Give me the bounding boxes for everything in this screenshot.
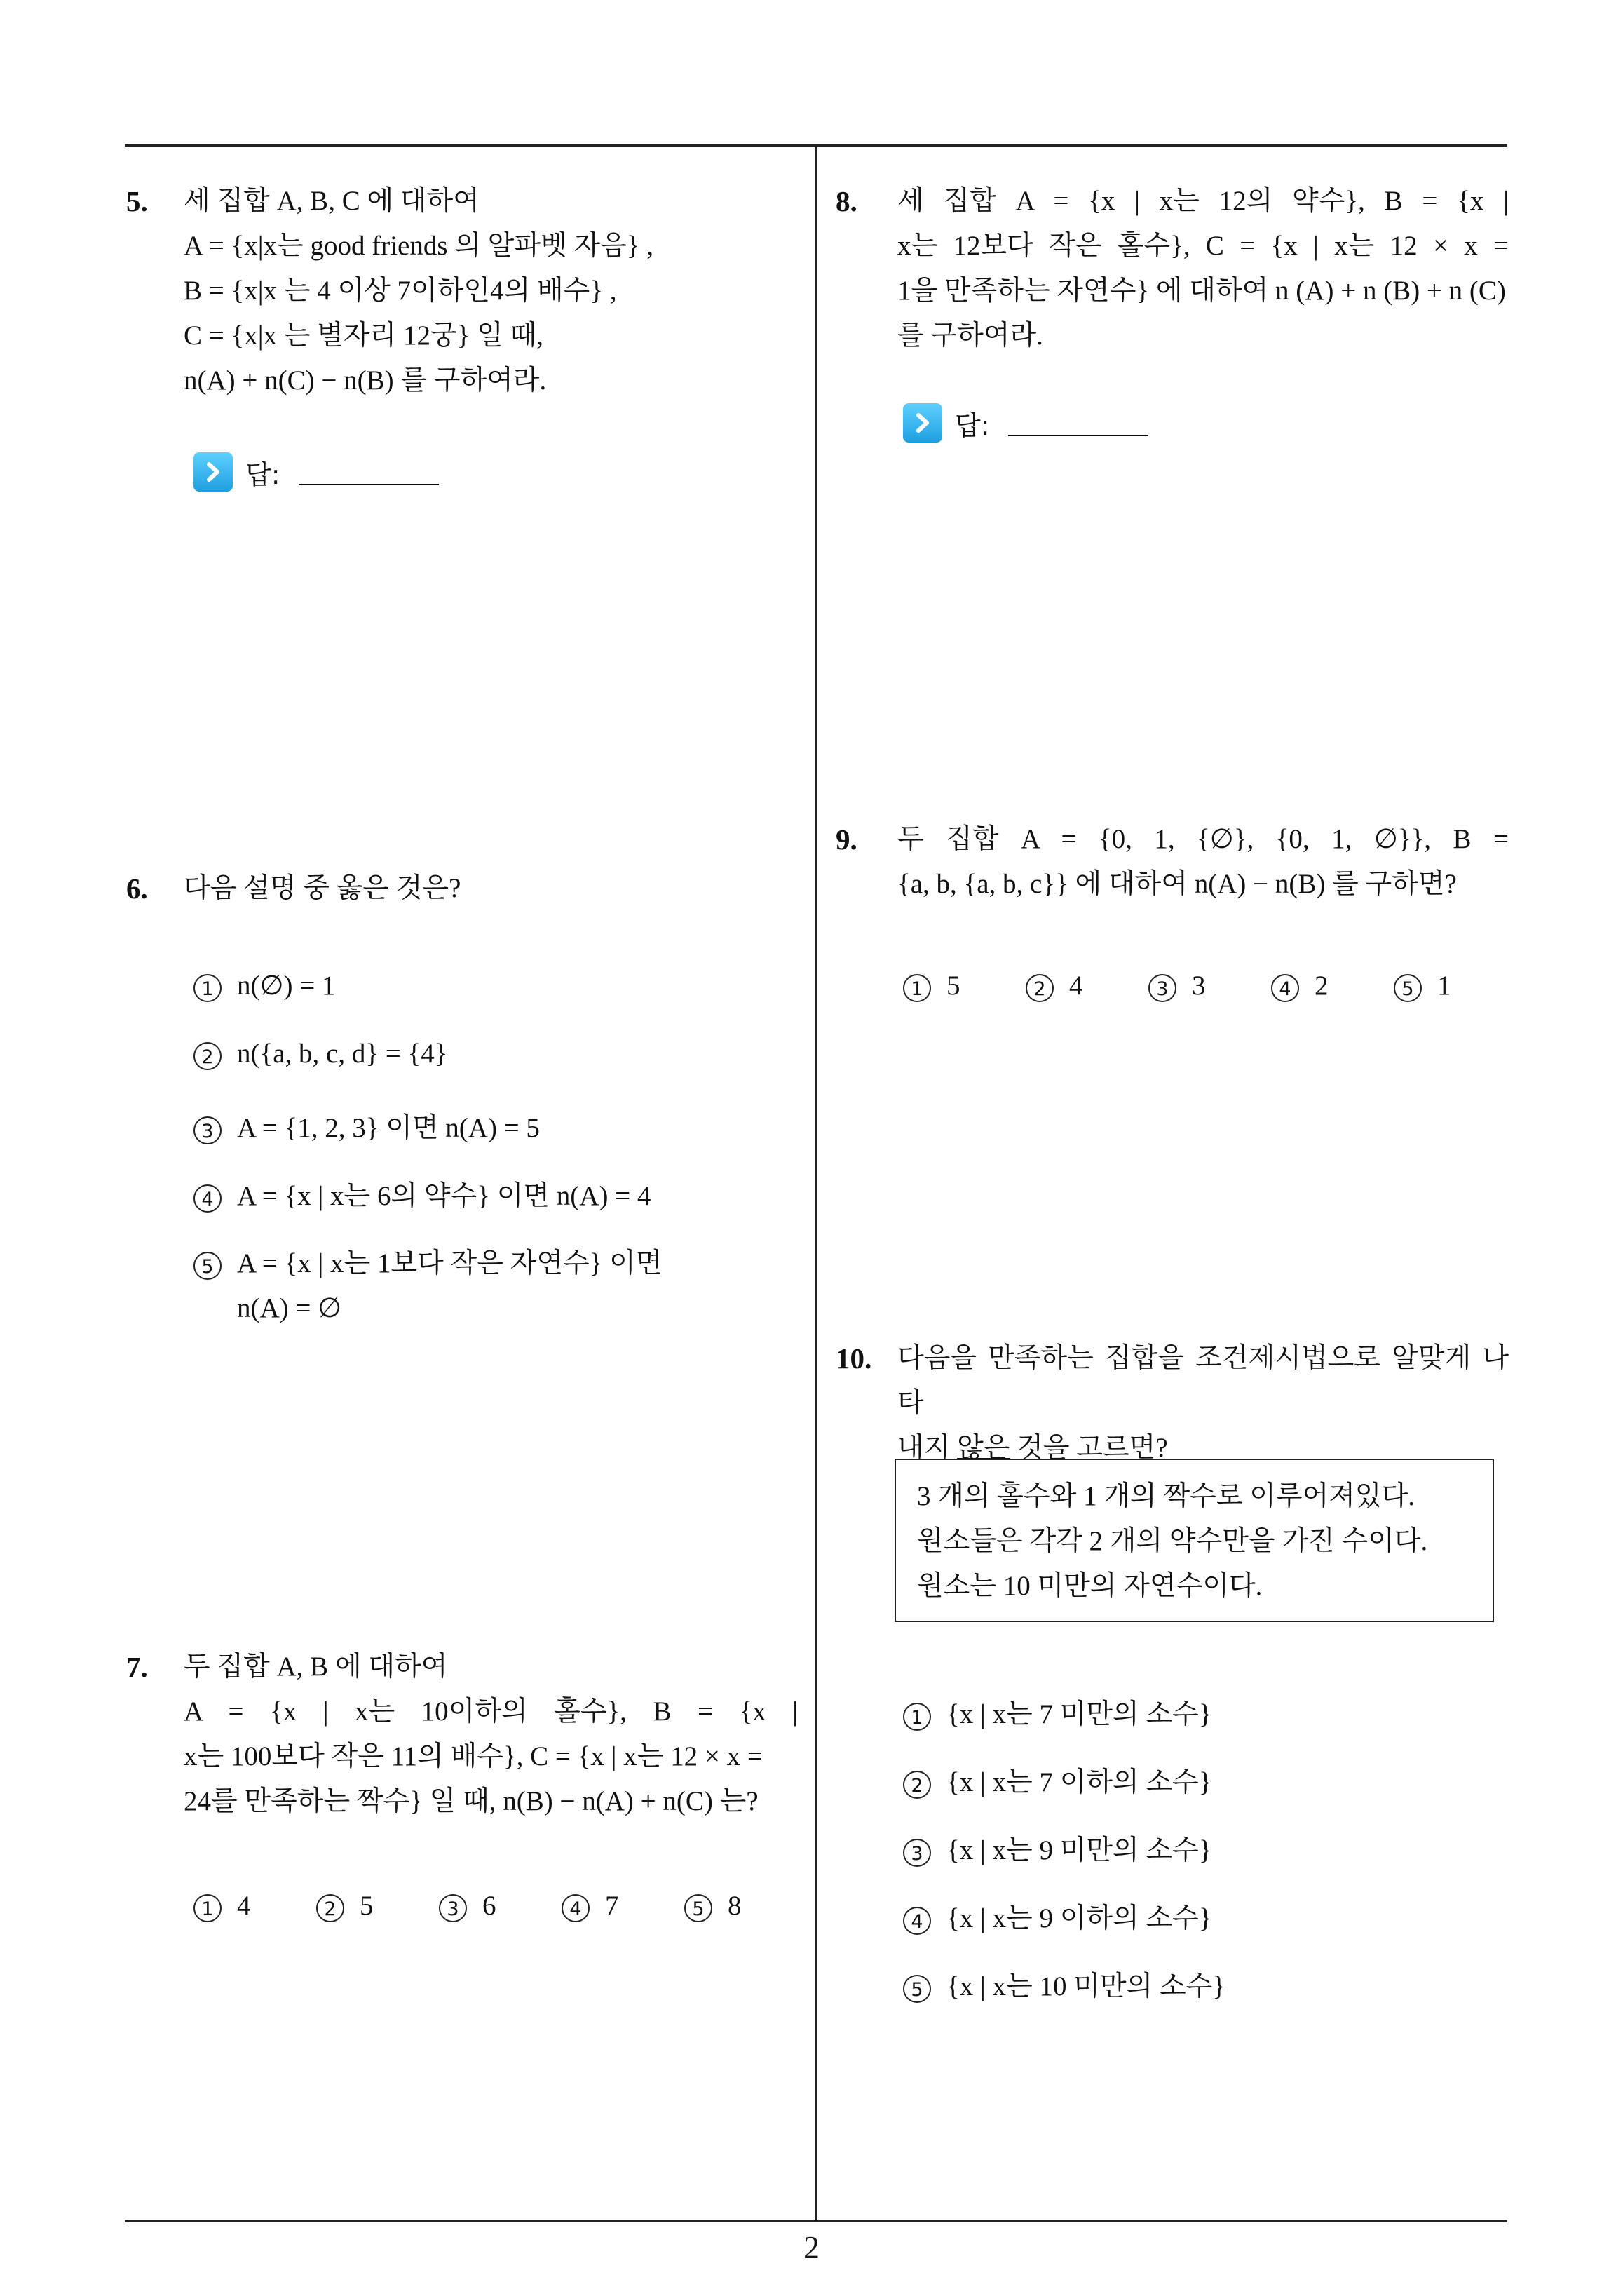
choice-1[interactable]: [193, 970, 335, 1002]
choice-1[interactable]: [903, 1692, 1212, 1731]
choice-text: 7: [605, 1891, 619, 1921]
choice-row-9: [903, 970, 1516, 1002]
question-line: 두 집합 A, B 에 대하여: [184, 1652, 448, 1682]
page-number: 2: [803, 2229, 820, 2265]
answer-field-8: [903, 403, 1148, 443]
choice-text: n(∅) = 1: [237, 971, 336, 1001]
question-text: [897, 1336, 1509, 1471]
choice-text: 2: [1315, 971, 1329, 1001]
choice-4[interactable]: [562, 1890, 684, 1922]
choice-text-continued: n(A) = ∅: [237, 1293, 342, 1323]
answer-blank[interactable]: [299, 459, 439, 485]
choice-text: 1: [1437, 971, 1451, 1001]
choice-text: {x | x는 10 미만의 소수}: [946, 1971, 1226, 2001]
choice-marker: 5: [903, 1975, 931, 2003]
question-line: 다음을 만족하는 집합을 조건제시법으로 알맞게 나타: [897, 1343, 1509, 1418]
choice-4[interactable]: [1271, 970, 1394, 1002]
choice-1[interactable]: [903, 970, 1026, 1002]
answer-label: 답:: [245, 459, 280, 490]
choice-4[interactable]: [903, 1896, 1212, 1936]
choice-4[interactable]: [193, 1174, 651, 1213]
choice-2[interactable]: [1026, 970, 1148, 1002]
choice-marker: 1: [903, 974, 931, 1002]
chevron-right-icon: [903, 403, 942, 443]
choice-marker: 3: [903, 1839, 931, 1867]
choice-5[interactable]: [903, 1964, 1225, 2004]
choice-text: 4: [1069, 971, 1083, 1001]
question-line: x는 100보다 작은 11의 배수}, C = {x | x는 12 × x =: [184, 1741, 763, 1771]
choice-text: A = {x | x는 1보다 작은 자연수} 이면: [237, 1248, 663, 1278]
question-number: 6.: [126, 872, 148, 905]
answer-blank[interactable]: [1008, 410, 1148, 436]
question-line: B = {x|x 는 4 이상 7이하인4의 배수} ,: [184, 276, 617, 306]
question-text: [184, 179, 653, 403]
question-line: A = {x | x는 10이하의 홀수}, B = {x |: [184, 1696, 798, 1727]
choice-marker: 1: [193, 1894, 222, 1922]
underlined-word: 않은: [957, 1433, 1010, 1463]
choice-marker: 2: [903, 1771, 931, 1799]
choice-text: A = {x | x는 6의 약수} 이면 n(A) = 4: [237, 1181, 651, 1211]
choice-text: {x | x는 7 미만의 소수}: [946, 1699, 1212, 1729]
choice-text: 6: [482, 1891, 496, 1921]
question-number: 7.: [126, 1651, 148, 1683]
choice-marker: 4: [193, 1184, 222, 1213]
choice-marker: 2: [316, 1894, 344, 1922]
question-number: 5.: [126, 185, 148, 217]
choice-3[interactable]: [439, 1890, 562, 1922]
choice-5[interactable]: [1394, 970, 1516, 1002]
choice-marker: 4: [1271, 974, 1299, 1002]
choice-marker: 2: [193, 1042, 222, 1070]
choice-row-7: [193, 1890, 807, 1922]
choice-marker: 3: [439, 1894, 467, 1922]
choice-text: A = {1, 2, 3} 이면 n(A) = 5: [237, 1113, 540, 1143]
choice-1[interactable]: [193, 1890, 316, 1922]
choice-2[interactable]: [316, 1890, 439, 1922]
choice-3[interactable]: [1148, 970, 1271, 1002]
question-line: 세 집합 A, B, C 에 대하여: [184, 186, 480, 216]
question-line: x는 12보다 작은 홀수}, C = {x | x는 12 × x =: [897, 231, 1509, 261]
question-number: 9.: [836, 823, 857, 856]
choice-marker: 1: [193, 974, 222, 1002]
column-divider: [815, 144, 817, 2222]
question-line: A = {x|x는 good friends 의 알파벳 자음} ,: [184, 231, 654, 261]
question-line: {a, b, {a, b, c}} 에 대하여 n(A) − n(B) 를 구하면?: [897, 869, 1457, 899]
question-text: [897, 179, 1509, 358]
choice-text: 3: [1192, 971, 1206, 1001]
question-text: [184, 1645, 798, 1824]
question-line: C = {x|x 는 별자리 12궁} 일 때,: [184, 320, 543, 351]
choice-text: n({a, b, c, d} = {4}: [237, 1039, 448, 1069]
choice-marker: 5: [684, 1894, 712, 1922]
choice-2[interactable]: [193, 1038, 447, 1070]
choice-5[interactable]: [193, 1241, 663, 1331]
question-line: 1을 만족하는 자연수} 에 대하여 n (A) + n (B) + n (C): [897, 276, 1506, 306]
choice-marker: 1: [903, 1703, 931, 1731]
condition-line: 원소들은 각각 2 개의 약수만을 가진 수이다.: [917, 1526, 1428, 1556]
question-line: n(A) + n(C) − n(B) 를 구하여라.: [184, 365, 547, 396]
question-prompt: 다음 설명 중 옳은 것은?: [184, 873, 461, 903]
question-line: 를 구하여라.: [897, 320, 1043, 351]
choice-marker: 5: [193, 1252, 222, 1280]
choice-text: 8: [728, 1891, 742, 1921]
choice-text: {x | x는 7 이하의 소수}: [946, 1767, 1212, 1797]
choice-marker: 4: [562, 1894, 590, 1922]
question-text-post: 것을 고르면?: [1010, 1433, 1168, 1463]
choice-marker: 2: [1026, 974, 1054, 1002]
condition-line: 원소는 10 미만의 자연수이다.: [917, 1571, 1263, 1601]
question-text-pre: 내지: [897, 1433, 958, 1463]
choice-text: 4: [237, 1891, 251, 1921]
condition-line: 3 개의 홀수와 1 개의 짝수로 이루어져있다.: [917, 1481, 1415, 1511]
question-line: 24를 만족하는 짝수} 일 때, n(B) − n(A) + n(C) 는?: [184, 1786, 759, 1816]
question-number: 8.: [836, 185, 857, 217]
choice-marker: 3: [1148, 974, 1176, 1002]
choice-text: {x | x는 9 이하의 소수}: [946, 1903, 1212, 1933]
choice-text: 5: [946, 971, 960, 1001]
question-text: [897, 817, 1509, 907]
question-number: 10.: [836, 1342, 872, 1375]
question-line: 세 집합 A = {x | x는 12의 약수}, B = {x |: [897, 186, 1509, 216]
choice-5[interactable]: [684, 1890, 807, 1922]
choice-marker: 4: [903, 1907, 931, 1935]
answer-field-5: [193, 452, 439, 492]
question-line: 두 집합 A = {0, 1, {∅}, {0, 1, ∅}}, B =: [897, 824, 1509, 854]
choice-3[interactable]: [193, 1106, 540, 1145]
choice-text: 5: [360, 1891, 374, 1921]
choice-marker: 3: [193, 1116, 222, 1144]
choice-2[interactable]: [903, 1760, 1212, 1799]
chevron-right-icon: [193, 452, 233, 492]
condition-box: [895, 1459, 1494, 1622]
bottom-rule: [125, 2220, 1507, 2222]
question-text: [184, 866, 461, 911]
choice-3[interactable]: [903, 1828, 1212, 1868]
choice-marker: 5: [1394, 974, 1422, 1002]
choice-text: {x | x는 9 미만의 소수}: [946, 1835, 1212, 1865]
answer-label: 답:: [955, 410, 990, 441]
